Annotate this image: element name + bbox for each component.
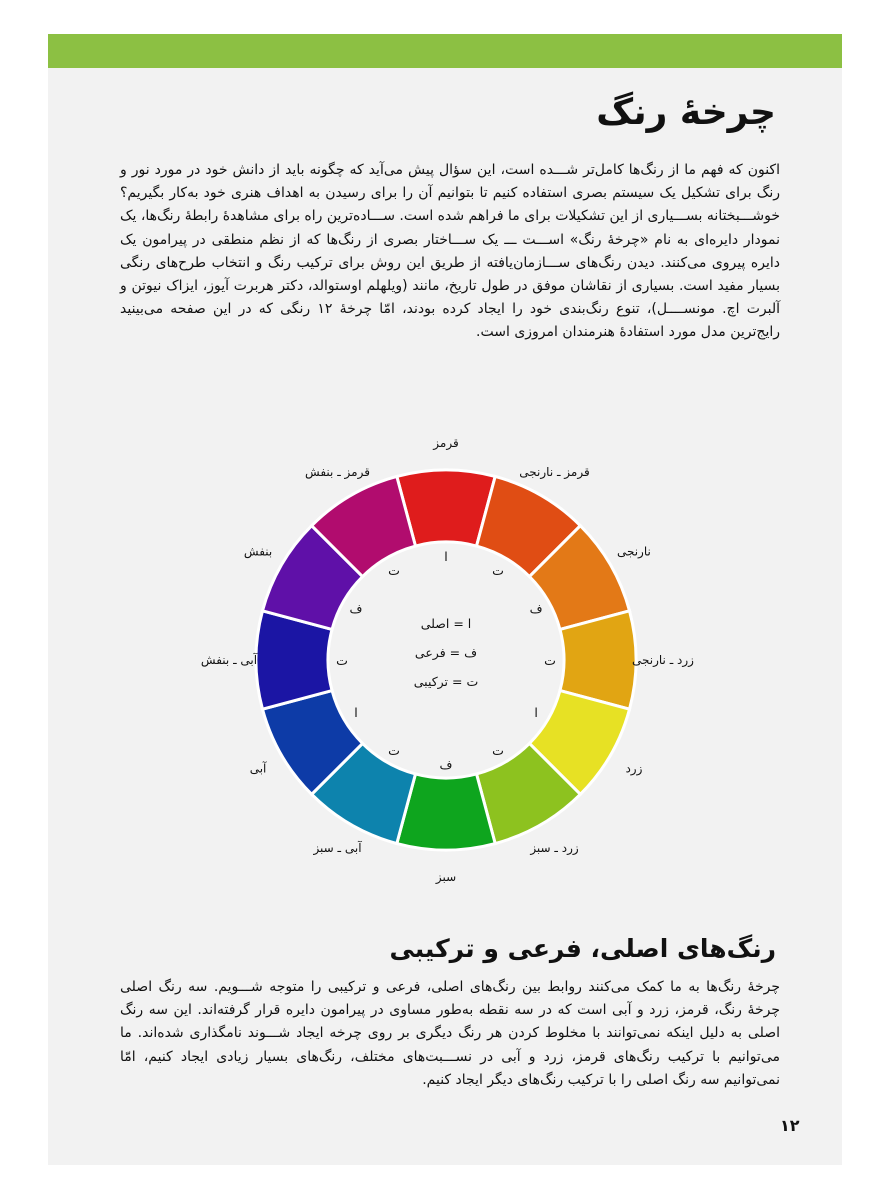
segment-label: آبی ـ بنفش (200, 653, 258, 667)
segment-type-mark: ت (336, 653, 348, 668)
segment-label: بنفش (243, 544, 273, 559)
segment-type-mark: ا (354, 705, 358, 720)
segment-label: آبی (249, 761, 267, 776)
segment-type-mark: ف (439, 757, 453, 772)
segment-label: قرمز ـ بنفش (305, 465, 370, 480)
segment-label: آبی ـ سبز (313, 840, 362, 855)
segment-label: زرد ـ سبز (530, 840, 579, 855)
subsection-paragraph: چرخهٔ رنگ‌ها به ما کمک می‌کنند روابط بین رنگ‌های اصلی، فرعی و ترکیبی را متوجه شـــویم. سه رنگ اصلی چرخهٔ رنگ، قرمز، زرد و آبی است که در سه نقطه به‌طور مساوی در پیرامون دایره قرار گرفته‌اند. این سه رنگ اصلی به دلیل اینکه نمی‌توانند با مخلوط کردن هر رنگ دیگری بر روی چرخه ایجاد شـــوند نامگذاری شده‌اند. ما می‌توانیم با ترکیب رنگ‌های قرمز، زرد و آبی در نســـبت‌های مختلف، رنگ‌های بسیار زیادی ایجاد کنیم، امّا نمی‌توانیم سه رنگ اصلی را با ترکیب رنگ‌های دیگر ایجاد کنیم. (120, 979, 780, 1088)
segment-label: قرمز ـ نارنجی (519, 465, 590, 480)
legend-entry: ت = ترکیبی (413, 674, 479, 689)
segment-label: زرد (625, 761, 643, 776)
segment-type-mark: ف (349, 601, 363, 616)
segment-type-mark: ا (534, 705, 538, 720)
subsection-title: رنگ‌های اصلی، فرعی و ترکیبی (389, 934, 776, 963)
segment-label: نارنجی (616, 544, 651, 559)
segment-type-mark: ت (492, 743, 504, 759)
segment-type-mark: ت (388, 743, 400, 759)
legend-entry: ا = اصلی (420, 616, 472, 631)
segment-label: زرد ـ نارنجی (632, 653, 694, 667)
page-number: ۱۲ (780, 1116, 800, 1135)
segment-type-mark: ت (544, 653, 556, 668)
segment-type-mark: ت (388, 562, 400, 578)
segment-type-mark: ف (529, 601, 543, 616)
segment-type-mark: ا (444, 549, 448, 564)
segment-label: سبز (435, 870, 457, 884)
legend-entry: ف = فرعی (414, 645, 478, 660)
page-title: چرخهٔ رنگ (596, 92, 776, 133)
segment-label: قرمز (433, 436, 459, 450)
intro-paragraph: اکنون که فهم ما از رنگ‌ها کامل‌تر شـــده است، این سؤال پیش می‌آید که چگونه باید از دانش خود در مورد نور و رنگ برای تشکیل یک سیستم بصری استفاده کنیم تا بتوانیم آن را برای رسیدن به اهداف هنری خود به‌کار بگیریم؟ خوشـــبختانه بســـیاری از این تشکیلات برای ما فراهم شده است. ســـاده‌ترین راه برای مشاهدهٔ رابطهٔ رنگ‌ها، یک نمودار دایره‌ای به نام «چرخهٔ رنگ» اســـت ـــ یک ســـاختار بصری از رنگ‌ها که از نظم منطقی در پیرامون یک دایره پیروی می‌کنند. دیدن رنگ‌های ســـازمان‌یافته از طریق این روش برای ترکیب رنگ و انتخاب طرح‌های رنگی بسیار مفید است. بسیاری از نقاشان موفق در طول تاریخ، مانند (ویلهلم اوستوالد، دکتر هربرت آیوز، ایزاک نیوتن و آلبرت اچ. مونســــل)، تنوع رنگ‌بندی خود را ایجاد کرده بودند، امّا چرخهٔ ۱۲ رنگی که در این صفحه می‌بینید رایج‌ترین مدل مورد استفادهٔ هنرمندان امروزی است. (120, 162, 780, 341)
segment-type-mark: ت (492, 562, 504, 578)
